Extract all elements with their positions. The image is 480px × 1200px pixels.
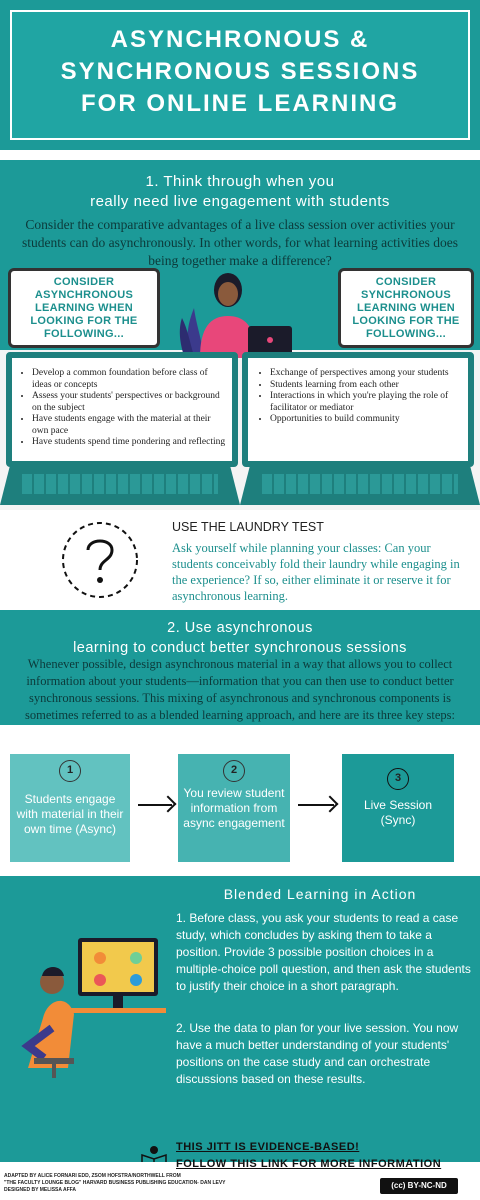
section1-heading-line-1: 1. Think through when you	[145, 173, 335, 190]
section1-intro: Consider the comparative advantages of a live class session over activities your students can do asynchronously. In other words, for what learning activities does being together make a difference?	[22, 217, 458, 268]
step-2-label: You review student information from async engagement	[183, 786, 285, 830]
blended-paragraph-2: 2. Use the data to plan for your live session. You now have a much better understanding of your students' positions on the case study and can orchestrate discussions based on these results.	[176, 1021, 459, 1086]
section2-text: Whenever possible, design asynchronous material in a way that allows you to collect information about your students—information that you can then use to conduct better synchronous sessions. This mixing of asynchronous and synchronous components is sometimes referred to as a blended learning approach, and here are its three key steps:	[24, 657, 456, 722]
arrow-right-icon	[138, 804, 172, 806]
left-laptop-keyboard	[22, 474, 218, 494]
right-laptop-keyboard	[262, 474, 458, 494]
license-badge: (cc) BY-NC-ND	[380, 1178, 458, 1194]
async-bubble: CONSIDER ASYNCHRONOUS LEARNING WHEN LOOKING FOR THE FOLLOWING...	[8, 268, 160, 348]
section2-heading	[10, 618, 470, 658]
title-line-3: FOR ONLINE LEARNING	[81, 90, 399, 117]
video-call-illustration	[8, 918, 168, 1078]
section2-heading-line-1: 2. Use asynchronous	[167, 620, 313, 636]
question-mark-icon	[60, 520, 140, 600]
credits-line-2: "THE FACULTY LOUNGE BLOG" HARVARD BUSINESS PUBLISHING EDUCATION- DAN LEVY	[4, 1180, 226, 1186]
section1-heading	[20, 172, 460, 212]
blended-title: Blended Learning in Action	[223, 886, 417, 902]
step-2-box	[178, 754, 290, 862]
step-3-label: Live Session (Sync)	[363, 798, 433, 827]
sync-list	[260, 368, 465, 426]
list-item: • Exchange of perspectives among your students	[270, 368, 465, 380]
step-2-number: 2	[223, 760, 245, 782]
section1-heading-line-2: really need live engagement with students	[90, 193, 390, 210]
step-3-box	[342, 754, 454, 862]
credits-line-1: ADAPTED BY ALICE FORNARI EDD, ZSOM HOFSTRA/NORTHWELL FROM	[4, 1173, 181, 1179]
step-1-box	[10, 754, 130, 862]
laundry-test-text: Ask yourself while planning your classes: Can your students conceivably fold their laundry while engaging in the experience? If so, either eliminate it or reserve it for asynchronous learning.	[172, 541, 460, 603]
list-item: • Opportunities to build community	[270, 414, 465, 426]
title-line-1: ASYNCHRONOUS &	[110, 26, 370, 53]
list-item: • Assess your students' perspectives or background on the subject	[32, 391, 227, 414]
section2-heading-line-2: learning to conduct better synchronous sessions	[73, 640, 407, 656]
page-title	[10, 24, 470, 120]
credits-line-3: DESIGNED BY MELISSA AFFA	[4, 1187, 77, 1193]
title-line-2: SYNCHRONOUS SESSIONS	[60, 58, 420, 85]
evidence-link-line-1[interactable]: THIS JITT IS EVIDENCE-BASED!	[176, 1141, 360, 1153]
evidence-link-line-2[interactable]: FOLLOW THIS LINK FOR MORE INFORMATION	[176, 1158, 442, 1170]
list-item: • Have students engage with the material at their own pace	[32, 414, 227, 437]
step-1-number: 1	[59, 760, 81, 782]
blended-paragraph-1: 1. Before class, you ask your students to read a case study, which concludes by asking them to take a position. Provide 3 possible position choices in a multiple-choice poll question, and then ask the students to justify their choice in a short paragraph.	[176, 911, 471, 993]
step-1-label: Students engage with material in their own time (Async)	[16, 792, 124, 836]
laundry-test-title: USE THE LAUNDRY TEST	[172, 520, 324, 534]
step-3-number: 3	[387, 768, 409, 790]
async-list	[22, 368, 227, 449]
list-item: • Develop a common foundation before class of ideas or concepts	[32, 368, 227, 391]
credits	[4, 1173, 304, 1194]
list-item: • Students learning from each other	[270, 380, 465, 392]
sync-bubble: CONSIDER SYNCHRONOUS LEARNING WHEN LOOKING FOR THE FOLLOWING...	[338, 268, 474, 348]
person-at-laptop-illustration	[170, 268, 310, 358]
list-item: • Interactions in which you're playing the role of facilitator or mediator	[270, 391, 465, 414]
arrow-right-icon	[298, 804, 334, 806]
list-item: • Have students spend time pondering and reflecting	[32, 437, 227, 449]
